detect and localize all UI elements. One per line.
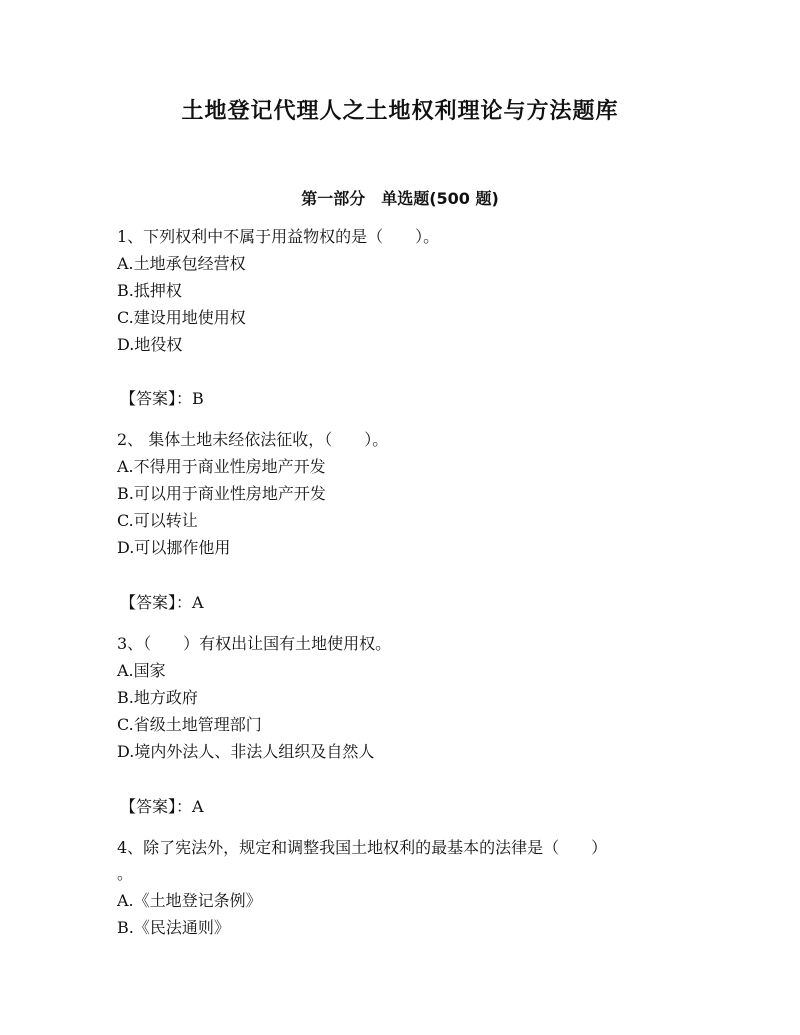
question-2-option-d: D.可以挪作他用 xyxy=(117,538,231,557)
question-3-answer: 【答案】：A xyxy=(120,797,204,816)
question-3-option-d: D.境内外法人、非法人组织及自然人 xyxy=(117,742,375,761)
question-4-stem-continuation: 。 xyxy=(117,864,134,883)
question-1-option-b: B.抵押权 xyxy=(117,281,182,300)
question-1-stem: 1、下列权利中不属于用益物权的是（ ）。 xyxy=(117,227,440,246)
question-3-option-a: A.国家 xyxy=(117,661,166,680)
question-2-stem: 2、 集体土地未经依法征收，（ ）。 xyxy=(117,430,389,449)
question-3-option-c: C.省级土地管理部门 xyxy=(117,715,262,734)
question-2-option-b: B.可以用于商业性房地产开发 xyxy=(117,484,326,503)
question-2-answer: 【答案】：A xyxy=(120,593,204,612)
question-1-answer: 【答案】：B xyxy=(120,389,204,408)
question-1-option-c: C.建设用地使用权 xyxy=(117,308,246,327)
question-4-option-a: A.《土地登记条例》 xyxy=(117,891,262,910)
question-3-option-b: B.地方政府 xyxy=(117,688,198,707)
question-4-option-b: B.《民法通则》 xyxy=(117,918,230,937)
question-4-stem: 4、除了宪法外，规定和调整我国土地权利的最基本的法律是（ ） xyxy=(117,838,608,857)
section-heading: 第一部分 单选题(500 题) xyxy=(301,189,499,208)
question-1-option-a: A.土地承包经营权 xyxy=(117,254,246,273)
question-2-option-a: A.不得用于商业性房地产开发 xyxy=(117,457,326,476)
question-2-option-c: C.可以转让 xyxy=(117,511,198,530)
question-3-stem: 3、（ ）有权出让国有土地使用权。 xyxy=(117,634,392,653)
document-title: 土地登记代理人之土地权利理论与方法题库 xyxy=(181,99,619,124)
question-1-option-d: D.地役权 xyxy=(117,335,183,354)
